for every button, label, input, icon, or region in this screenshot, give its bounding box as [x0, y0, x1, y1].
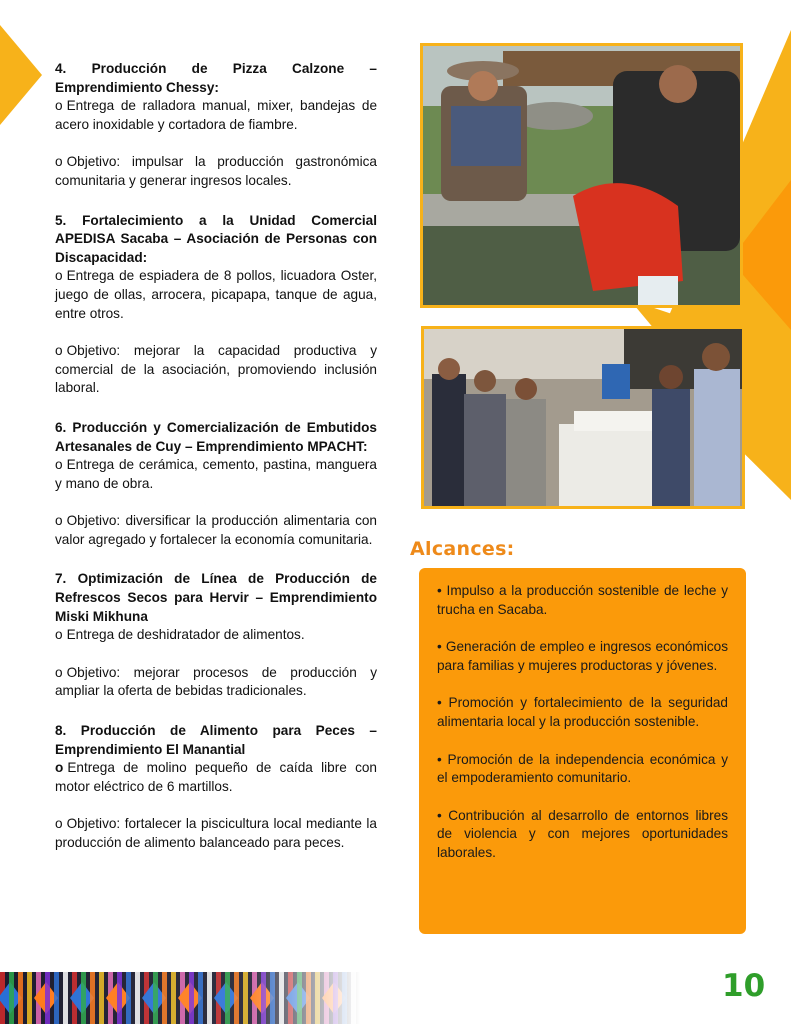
alcance-item: • Impulso a la producción sostenible de leche y trucha en Sacaba.	[437, 583, 728, 617]
delivery-text: Entrega de deshidratador de alimentos.	[66, 627, 305, 643]
photo-group-sacks	[421, 326, 745, 509]
section-title: 4. Producción de Pizza Calzone – Emprendimiento Chessy:	[55, 61, 377, 95]
bullet: o	[55, 816, 63, 832]
objective-text: Objetivo: mejorar la capacidad productiva y comercial de la asociación, promoviendo inclusión laboral.	[55, 343, 377, 396]
photo-fish-release-illustration	[423, 46, 740, 305]
objective-item	[55, 512, 377, 549]
textile-pattern-decoration	[0, 972, 360, 1024]
section-6	[55, 419, 377, 550]
bullet: o	[55, 664, 63, 680]
alcance-item: • Generación de empleo e ingresos económicos para familias y mujeres productoras y jóvenes.	[437, 639, 728, 673]
bullet: o	[55, 268, 63, 284]
objective-item	[55, 815, 377, 852]
corner-triangle-left	[0, 25, 42, 125]
delivery-item	[55, 626, 377, 645]
delivery-text: Entrega de cerámica, cemento, pastina, manguera y mano de obra.	[55, 457, 377, 491]
alcances-title: Alcances:	[410, 538, 515, 560]
section-5	[55, 212, 377, 398]
bullet: o	[55, 343, 63, 359]
alcances-box	[419, 568, 746, 934]
section-title: 6. Producción y Comercialización de Embutidos Artesanales de Cuy – Emprendimiento MPACHT:	[55, 419, 377, 454]
objective-item	[55, 153, 377, 190]
delivery-text: Entrega de espiadera de 8 pollos, licuadora Oster, juego de ollas, arrocera, picapapa, tanque de agua, entre otros.	[55, 268, 377, 321]
delivery-item	[55, 456, 377, 493]
bullet: o	[55, 760, 64, 776]
delivery-item	[55, 759, 377, 796]
bullet: o	[55, 627, 63, 643]
delivery-text: Entrega de ralladora manual, mixer, bandejas de acero inoxidable y cortadora de fiambre.	[55, 98, 377, 132]
section-7	[55, 570, 377, 701]
photo-group-sacks-illustration	[424, 329, 742, 506]
alcance-item: • Promoción de la independencia económica y el empoderamiento comunitario.	[437, 751, 728, 786]
objective-item	[55, 664, 377, 701]
delivery-text: Entrega de molino pequeño de caída libre con motor eléctrico de 6 martillos.	[55, 760, 377, 794]
bullet: o	[55, 513, 63, 529]
bullet: o	[55, 457, 63, 473]
objective-text: Objetivo: diversificar la producción alimentaria con valor agregado y fortalecer la economía comunitaria.	[55, 513, 377, 547]
objective-text: Objetivo: mejorar procesos de producción y ampliar la oferta de bebidas tradicionales.	[55, 664, 377, 699]
section-8	[55, 722, 377, 853]
objective-text: Objetivo: fortalecer la piscicultura local mediante la producción de alimento balanceado para peces.	[55, 816, 377, 850]
delivery-item	[55, 97, 377, 134]
delivery-item	[55, 267, 377, 323]
section-4	[55, 60, 377, 191]
section-title: 7. Optimización de Línea de Producción de Refrescos Secos para Hervir – Emprendimiento Miski Mikhuna	[55, 571, 377, 624]
alcance-item: • Contribución al desarrollo de entornos libres de violencia y con mejores oportunidades laborales.	[437, 807, 728, 860]
left-column	[55, 60, 377, 874]
section-title: 5. Fortalecimiento a la Unidad Comercial APEDISA Sacaba – Asociación de Personas con Discapacidad:	[55, 212, 377, 265]
objective-item	[55, 342, 377, 398]
page-number: 10	[722, 968, 766, 1004]
bullet: o	[55, 154, 63, 170]
section-title: 8. Producción de Alimento para Peces – Emprendimiento El Manantial	[55, 723, 377, 757]
bullet: o	[55, 98, 63, 114]
alcance-item: • Promoción y fortalecimiento de la seguridad alimentaria local y la producción sostenible.	[437, 695, 728, 729]
photo-fish-release	[420, 43, 743, 308]
objective-text: Objetivo: impulsar la producción gastronómica comunitaria y generar ingresos locales.	[55, 154, 377, 188]
